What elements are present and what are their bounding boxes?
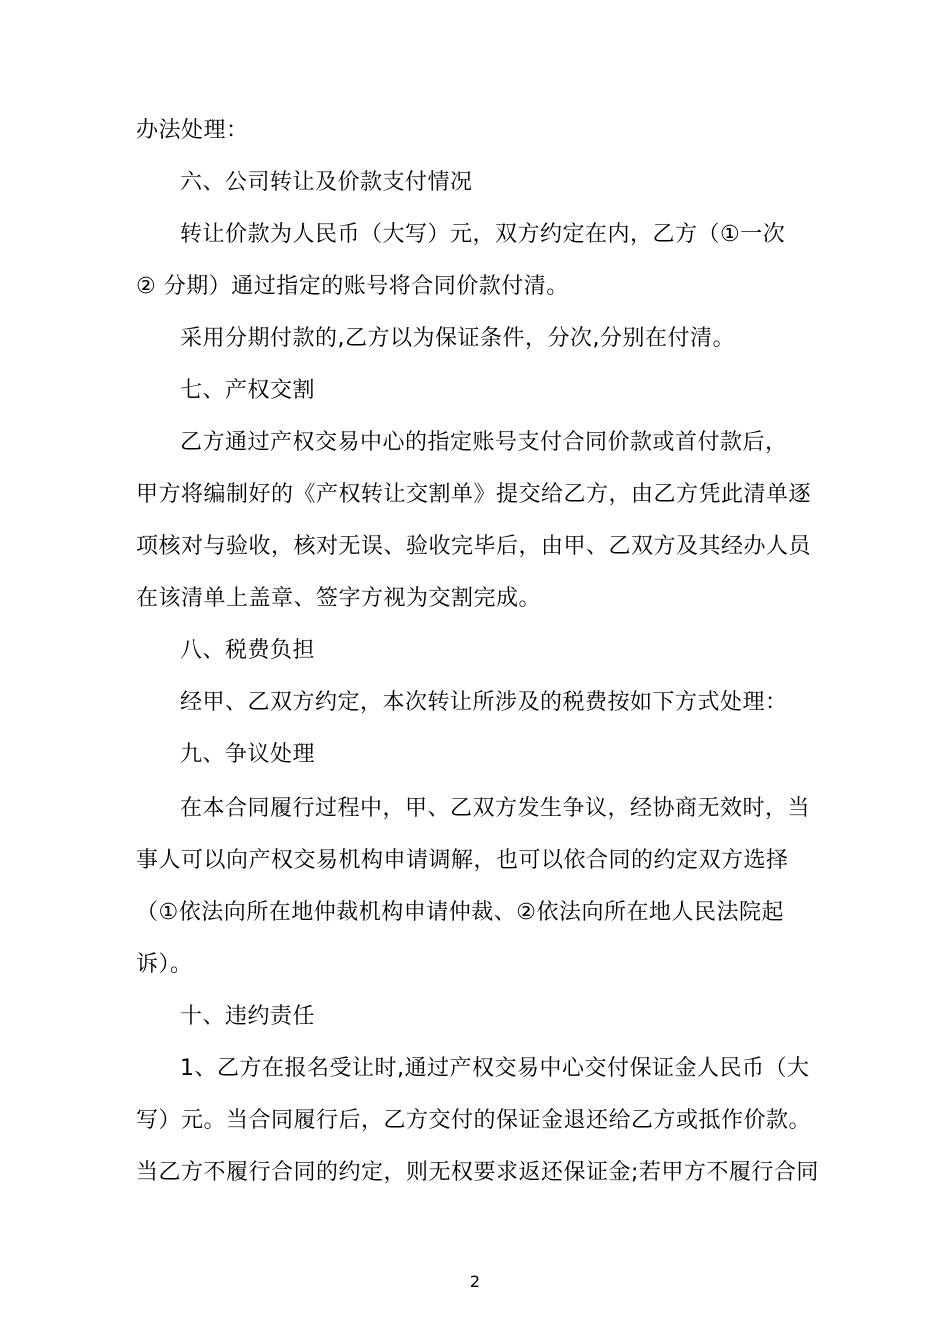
- paragraph-line: 事人可以向产权交易机构申请调解，也可以依合同的约定双方选择: [136, 848, 789, 873]
- section-heading-7: 七、产权交割: [180, 378, 316, 403]
- paragraph-line: 当乙方不履行合同的约定，则无权要求返还保证金;若甲方不履行合同: [136, 1160, 819, 1185]
- paragraph-line: 在本合同履行过程中，甲、乙双方发生争议，经协商无效时，当: [180, 796, 811, 821]
- paragraph-line: （①依法向所在地仲裁机构申请仲裁、②依法向所在地人民法院起: [136, 900, 784, 925]
- paragraph-line: 项核对与验收，核对无误、验收完毕后，由甲、乙双方及其经办人员: [136, 534, 812, 559]
- paragraph-line: 1、乙方在报名受让时,通过产权交易中心交付保证金人民币（大: [180, 1056, 810, 1081]
- paragraph-line: 写）元。当合同履行后，乙方交付的保证金退还给乙方或抵作价款。: [136, 1108, 812, 1133]
- section-heading-6: 六、公司转让及价款支付情况: [180, 170, 473, 195]
- paragraph-line: 在该清单上盖章、签字方视为交割完成。: [136, 586, 542, 611]
- paragraph-line: 诉）。: [136, 952, 193, 977]
- paragraph-line: 经甲、乙双方约定，本次转让所涉及的税费按如下方式处理：: [180, 690, 788, 715]
- section-heading-9: 九、争议处理: [180, 742, 316, 767]
- section-heading-10: 十、违约责任: [180, 1004, 316, 1029]
- paragraph-line: 采用分期付款的,乙方以为保证条件，分次,分别在付清。: [180, 326, 735, 351]
- paragraph-line: 甲方将编制好的《产权转让交割单》提交给乙方，由乙方凭此清单逐: [136, 482, 812, 507]
- section-heading-8: 八、税费负担: [180, 638, 316, 663]
- page-number: 2: [469, 1272, 481, 1291]
- paragraph-line: 乙方通过产权交易中心的指定账号支付合同价款或首付款后，: [180, 430, 788, 455]
- paragraph-line: 办法处理：: [136, 118, 249, 143]
- paragraph-line: ② 分期）通过指定的账号将合同价款付清。: [136, 274, 569, 299]
- paragraph-line: 转让价款为人民币（大写）元，双方约定在内，乙方（①一次: [180, 222, 786, 247]
